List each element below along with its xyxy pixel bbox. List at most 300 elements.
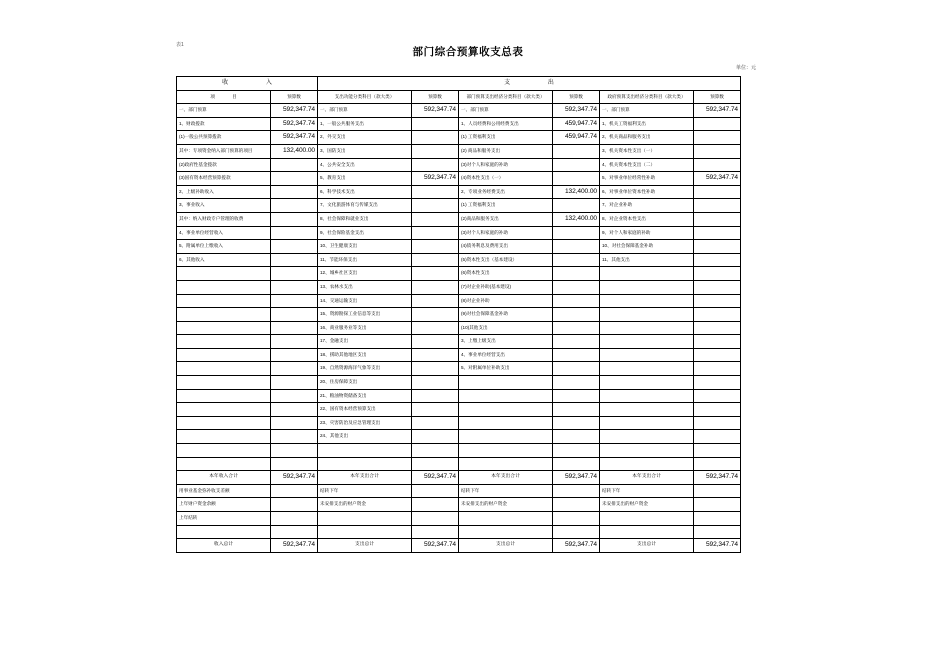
table-row bbox=[177, 444, 741, 458]
table-row bbox=[177, 267, 741, 281]
table-row bbox=[177, 158, 741, 172]
carryover-row bbox=[177, 525, 741, 539]
income-item-amount bbox=[271, 444, 318, 458]
income-total-label: 收入总计 bbox=[177, 539, 271, 553]
dept-econ-item-label: 一、部门预算 bbox=[459, 104, 553, 118]
dept-econ-item-label: 1、人员经费和公用经费支出 bbox=[459, 117, 553, 131]
dept-econ-item-amount: 132,400.00 bbox=[553, 212, 600, 226]
dept-econ-item-amount bbox=[553, 267, 600, 281]
income-item-label: 1、财政拨款 bbox=[177, 117, 271, 131]
carryover-income-amount bbox=[271, 512, 318, 526]
dept-econ-item-label: (7)对企业补助(基本建设) bbox=[459, 280, 553, 294]
func-item-label: 15、资源勘探工业信息等支出 bbox=[318, 308, 412, 322]
header-gov-econ-item: 政府预算支出经济分类科目（款大类） bbox=[600, 90, 694, 104]
dept-econ-item-label bbox=[459, 430, 553, 444]
table-row bbox=[177, 280, 741, 294]
func-item-label: 7、文化旅游体育与传媒支出 bbox=[318, 199, 412, 213]
income-item-label bbox=[177, 308, 271, 322]
gov-econ-item-label: 2、机关商品和服务支出 bbox=[600, 131, 694, 145]
table-row bbox=[177, 212, 741, 226]
table-row bbox=[177, 226, 741, 240]
gov-econ-item-label: 5、对事业单位经常性补助 bbox=[600, 172, 694, 186]
gov-econ-item-label bbox=[600, 430, 694, 444]
carryover-gov-amount bbox=[694, 484, 741, 498]
gov-econ-item-label bbox=[600, 403, 694, 417]
gov-econ-item-label bbox=[600, 444, 694, 458]
dept-econ-item-amount bbox=[553, 226, 600, 240]
carryover-func-label bbox=[318, 512, 412, 526]
carryover-gov-amount bbox=[694, 512, 741, 526]
func-item-amount bbox=[412, 131, 459, 145]
table-row bbox=[177, 308, 741, 322]
carryover-func-amount bbox=[412, 498, 459, 512]
dept-total-amount: 592,347.74 bbox=[553, 471, 600, 485]
gov-econ-item-label bbox=[600, 308, 694, 322]
income-item-label bbox=[177, 376, 271, 390]
carryover-income-label bbox=[177, 525, 271, 539]
gov-econ-item-amount bbox=[694, 376, 741, 390]
header-dept-econ-amount: 预算数 bbox=[553, 90, 600, 104]
func-item-label: 5、教育支出 bbox=[318, 172, 412, 186]
func-item-amount bbox=[412, 308, 459, 322]
dept-total-amount: 592,347.74 bbox=[553, 539, 600, 553]
gov-econ-item-amount bbox=[694, 348, 741, 362]
table-row bbox=[177, 430, 741, 444]
table-row bbox=[177, 117, 741, 131]
income-item-label bbox=[177, 280, 271, 294]
income-item-amount bbox=[271, 240, 318, 254]
func-total-label: 支出总计 bbox=[318, 539, 412, 553]
func-item-label: 1、一般公共服务支出 bbox=[318, 117, 412, 131]
dept-econ-item-amount bbox=[553, 457, 600, 471]
gov-econ-item-amount bbox=[694, 267, 741, 281]
income-item-amount bbox=[271, 212, 318, 226]
income-item-label bbox=[177, 348, 271, 362]
income-item-amount bbox=[271, 389, 318, 403]
gov-econ-item-amount bbox=[694, 294, 741, 308]
table-row bbox=[177, 389, 741, 403]
carryover-dept-amount bbox=[553, 512, 600, 526]
carryover-gov-label: 结转下年 bbox=[600, 484, 694, 498]
gov-econ-item-amount bbox=[694, 362, 741, 376]
dept-econ-item-label bbox=[459, 457, 553, 471]
header-func-amount: 预算数 bbox=[412, 90, 459, 104]
dept-econ-item-amount bbox=[553, 389, 600, 403]
func-item-label: 13、农林水支出 bbox=[318, 280, 412, 294]
dept-total-label: 本年支出合计 bbox=[459, 471, 553, 485]
gov-econ-item-label: 一、部门预算 bbox=[600, 104, 694, 118]
carryover-func-amount bbox=[412, 512, 459, 526]
dept-econ-item-amount bbox=[553, 348, 600, 362]
dept-econ-item-label bbox=[459, 403, 553, 417]
income-item-amount bbox=[271, 226, 318, 240]
gov-econ-item-amount bbox=[694, 253, 741, 267]
dept-econ-item-amount bbox=[553, 240, 600, 254]
income-item-label: 4、事业单位经营收入 bbox=[177, 226, 271, 240]
income-item-label: (1)一般公共预算拨款 bbox=[177, 131, 271, 145]
table-head bbox=[177, 77, 741, 104]
gov-econ-item-label bbox=[600, 389, 694, 403]
income-item-amount bbox=[271, 185, 318, 199]
dept-econ-item-label bbox=[459, 389, 553, 403]
income-item-amount bbox=[271, 457, 318, 471]
func-item-label: 24、其他支出 bbox=[318, 430, 412, 444]
carryover-dept-label: 结转下年 bbox=[459, 484, 553, 498]
table-body bbox=[177, 104, 741, 471]
dept-econ-item-label: (9)对社会保障基金补助 bbox=[459, 308, 553, 322]
table-carryover bbox=[177, 484, 741, 538]
func-item-label: 11、节能环保支出 bbox=[318, 253, 412, 267]
group-header-row bbox=[177, 77, 741, 91]
dept-econ-item-amount bbox=[553, 253, 600, 267]
func-item-amount bbox=[412, 444, 459, 458]
table-row bbox=[177, 348, 741, 362]
header-income-amount: 预算数 bbox=[271, 90, 318, 104]
carryover-row bbox=[177, 484, 741, 498]
table-subtotal bbox=[177, 471, 741, 485]
carryover-gov-label bbox=[600, 512, 694, 526]
table-row bbox=[177, 199, 741, 213]
income-item-amount bbox=[271, 321, 318, 335]
func-item-label: 12、城乡社区支出 bbox=[318, 267, 412, 281]
gov-econ-item-label bbox=[600, 321, 694, 335]
func-total-label: 本年支出合计 bbox=[318, 471, 412, 485]
gov-econ-item-amount: 592,347.74 bbox=[694, 104, 741, 118]
income-item-amount: 592,347.74 bbox=[271, 131, 318, 145]
gov-econ-item-amount bbox=[694, 144, 741, 158]
table-row bbox=[177, 144, 741, 158]
carryover-func-label bbox=[318, 525, 412, 539]
table-row bbox=[177, 335, 741, 349]
gov-econ-item-amount bbox=[694, 389, 741, 403]
income-item-amount bbox=[271, 403, 318, 417]
carryover-dept-amount bbox=[553, 484, 600, 498]
dept-econ-item-amount bbox=[553, 416, 600, 430]
dept-econ-item-label: 2、专项业务经费支出 bbox=[459, 185, 553, 199]
income-item-amount bbox=[271, 199, 318, 213]
func-item-amount: 592,347.74 bbox=[412, 172, 459, 186]
dept-econ-item-label: (4)资本性支出（一） bbox=[459, 172, 553, 186]
income-item-label bbox=[177, 321, 271, 335]
gov-econ-item-label bbox=[600, 335, 694, 349]
income-item-label bbox=[177, 389, 271, 403]
income-item-amount: 592,347.74 bbox=[271, 104, 318, 118]
carryover-func-amount bbox=[412, 525, 459, 539]
gov-econ-item-amount bbox=[694, 335, 741, 349]
dept-econ-item-label: (2) 商品和服务支出 bbox=[459, 144, 553, 158]
carryover-gov-label bbox=[600, 525, 694, 539]
grand-total-row bbox=[177, 539, 741, 553]
gov-total-label: 支出总计 bbox=[600, 539, 694, 553]
carryover-income-amount bbox=[271, 498, 318, 512]
carryover-dept-label: 未安排支出的财户资金 bbox=[459, 498, 553, 512]
func-item-amount: 592,347.74 bbox=[412, 104, 459, 118]
table-row bbox=[177, 376, 741, 390]
gov-econ-item-amount bbox=[694, 117, 741, 131]
func-item-amount bbox=[412, 280, 459, 294]
gov-econ-item-label bbox=[600, 362, 694, 376]
func-item-label: 21、粮油物资储备支出 bbox=[318, 389, 412, 403]
dept-econ-item-amount bbox=[553, 158, 600, 172]
func-item-label: 9、社会保险基金支出 bbox=[318, 226, 412, 240]
gov-econ-item-amount bbox=[694, 226, 741, 240]
table-row bbox=[177, 457, 741, 471]
gov-total-amount: 592,347.74 bbox=[694, 471, 741, 485]
dept-econ-item-amount: 592,347.74 bbox=[553, 104, 600, 118]
dept-econ-item-label: 5、对附属单位补助支出 bbox=[459, 362, 553, 376]
dept-econ-item-label: (4)债务利息及费用支出 bbox=[459, 240, 553, 254]
income-item-label: 3、事业收入 bbox=[177, 199, 271, 213]
group-header-income: 收 入 bbox=[177, 77, 318, 91]
func-item-label: 2、外交支出 bbox=[318, 131, 412, 145]
income-item-amount: 592,347.74 bbox=[271, 117, 318, 131]
func-item-label: 6、科学技术支出 bbox=[318, 185, 412, 199]
func-item-label: 一、部门预算 bbox=[318, 104, 412, 118]
income-item-label bbox=[177, 335, 271, 349]
carryover-func-label: 未安排支出的财户资金 bbox=[318, 498, 412, 512]
table-row bbox=[177, 131, 741, 145]
carryover-dept-label bbox=[459, 512, 553, 526]
carryover-dept-amount bbox=[553, 525, 600, 539]
table-row bbox=[177, 321, 741, 335]
func-item-amount bbox=[412, 253, 459, 267]
income-item-amount bbox=[271, 376, 318, 390]
income-item-amount bbox=[271, 308, 318, 322]
func-item-label: 19、自然资源海洋气象等支出 bbox=[318, 362, 412, 376]
func-item-amount bbox=[412, 430, 459, 444]
func-item-amount bbox=[412, 362, 459, 376]
income-item-label: 一、部门预算 bbox=[177, 104, 271, 118]
func-item-label: 18、援助其他地区支出 bbox=[318, 348, 412, 362]
income-item-amount bbox=[271, 158, 318, 172]
carryover-row bbox=[177, 498, 741, 512]
func-item-amount bbox=[412, 457, 459, 471]
table-row bbox=[177, 362, 741, 376]
gov-econ-item-label: 11、其他支出 bbox=[600, 253, 694, 267]
budget-table bbox=[176, 76, 741, 553]
sheet-tag: 表1 bbox=[176, 42, 184, 48]
gov-econ-item-label bbox=[600, 267, 694, 281]
func-item-amount bbox=[412, 199, 459, 213]
column-header-row bbox=[177, 90, 741, 104]
func-item-amount bbox=[412, 403, 459, 417]
func-item-amount bbox=[412, 335, 459, 349]
dept-econ-item-label: (3)对个人和家庭的补助 bbox=[459, 226, 553, 240]
gov-econ-item-amount bbox=[694, 430, 741, 444]
table-row bbox=[177, 294, 741, 308]
gov-econ-item-amount bbox=[694, 240, 741, 254]
carryover-income-amount bbox=[271, 484, 318, 498]
carryover-func-label: 结转下年 bbox=[318, 484, 412, 498]
gov-econ-item-label bbox=[600, 416, 694, 430]
dept-econ-item-label: (8)对企业补助 bbox=[459, 294, 553, 308]
dept-econ-item-label: (3)对个人和家庭的补助 bbox=[459, 158, 553, 172]
income-item-label: 5、附属单位上缴收入 bbox=[177, 240, 271, 254]
dept-econ-item-label: 4、事业单位经营支出 bbox=[459, 348, 553, 362]
income-item-amount bbox=[271, 280, 318, 294]
income-item-label bbox=[177, 362, 271, 376]
gov-econ-item-label: 1、机关工资福利支出 bbox=[600, 117, 694, 131]
func-total-amount: 592,347.74 bbox=[412, 539, 459, 553]
group-header-expenditure: 支 出 bbox=[318, 77, 741, 91]
func-item-amount bbox=[412, 321, 459, 335]
func-item-amount bbox=[412, 185, 459, 199]
gov-econ-item-label bbox=[600, 376, 694, 390]
income-item-amount bbox=[271, 172, 318, 186]
carryover-gov-amount bbox=[694, 525, 741, 539]
dept-econ-item-amount: 132,400.00 bbox=[553, 185, 600, 199]
income-item-label: 其中：专项资金纳入部门预算的项目 bbox=[177, 144, 271, 158]
header-income-item: 项 目 bbox=[177, 90, 271, 104]
gov-econ-item-label bbox=[600, 457, 694, 471]
income-item-amount bbox=[271, 335, 318, 349]
gov-econ-item-label: 3、机关资本性支出（一） bbox=[600, 144, 694, 158]
func-item-amount bbox=[412, 376, 459, 390]
dept-econ-item-label: (1) 工资福利支出 bbox=[459, 199, 553, 213]
header-dept-econ-item: 部门预算支出经济分类科目（款大类） bbox=[459, 90, 553, 104]
table-row bbox=[177, 185, 741, 199]
func-item-label: 16、商业服务业等支出 bbox=[318, 321, 412, 335]
dept-econ-item-amount bbox=[553, 280, 600, 294]
func-item-label: 8、社会保障和就业支出 bbox=[318, 212, 412, 226]
gov-econ-item-amount bbox=[694, 199, 741, 213]
dept-econ-item-amount bbox=[553, 172, 600, 186]
header-gov-econ-amount: 预算数 bbox=[694, 90, 741, 104]
gov-econ-item-amount bbox=[694, 185, 741, 199]
func-item-label: 10、卫生健康支出 bbox=[318, 240, 412, 254]
table-grand-total bbox=[177, 539, 741, 553]
dept-econ-item-amount: 459,947.74 bbox=[553, 131, 600, 145]
dept-econ-item-amount bbox=[553, 144, 600, 158]
subtotal-row bbox=[177, 471, 741, 485]
dept-econ-item-label: (1) 工资福利支出 bbox=[459, 131, 553, 145]
gov-econ-item-amount bbox=[694, 131, 741, 145]
income-item-label: (2)政府性基金拨款 bbox=[177, 158, 271, 172]
table-row bbox=[177, 240, 741, 254]
income-item-label bbox=[177, 444, 271, 458]
table-row bbox=[177, 416, 741, 430]
func-item-amount bbox=[412, 117, 459, 131]
func-item-amount bbox=[412, 389, 459, 403]
income-item-label bbox=[177, 267, 271, 281]
dept-econ-item-label bbox=[459, 376, 553, 390]
gov-total-amount: 592,347.74 bbox=[694, 539, 741, 553]
func-item-label: 20、住房保障支出 bbox=[318, 376, 412, 390]
table-row bbox=[177, 403, 741, 417]
income-item-label bbox=[177, 430, 271, 444]
income-total-amount: 592,347.74 bbox=[271, 539, 318, 553]
income-item-label: (3)国有资本经营预算拨款 bbox=[177, 172, 271, 186]
gov-econ-item-label bbox=[600, 294, 694, 308]
carryover-gov-label: 未安排支出的财户资金 bbox=[600, 498, 694, 512]
func-item-label bbox=[318, 444, 412, 458]
dept-econ-item-amount bbox=[553, 362, 600, 376]
header-func-item: 支出功能分类科目（款大类） bbox=[318, 90, 412, 104]
func-item-label bbox=[318, 457, 412, 471]
dept-econ-item-label bbox=[459, 416, 553, 430]
income-item-amount bbox=[271, 430, 318, 444]
func-item-label: 4、公共安全支出 bbox=[318, 158, 412, 172]
income-item-amount bbox=[271, 294, 318, 308]
gov-econ-item-label: 4、机关资本性支出（二） bbox=[600, 158, 694, 172]
carryover-dept-amount bbox=[553, 498, 600, 512]
gov-econ-item-amount bbox=[694, 321, 741, 335]
gov-econ-item-amount bbox=[694, 457, 741, 471]
func-item-amount bbox=[412, 416, 459, 430]
carryover-gov-amount bbox=[694, 498, 741, 512]
carryover-func-amount bbox=[412, 484, 459, 498]
func-item-amount bbox=[412, 226, 459, 240]
gov-econ-item-amount bbox=[694, 416, 741, 430]
dept-econ-item-amount bbox=[553, 199, 600, 213]
dept-econ-item-amount bbox=[553, 444, 600, 458]
income-item-label: 其中：纳入财政专户管理的收费 bbox=[177, 212, 271, 226]
gov-econ-item-label: 8、对企业资本性支出 bbox=[600, 212, 694, 226]
func-item-label: 14、交通运输支出 bbox=[318, 294, 412, 308]
income-item-label bbox=[177, 403, 271, 417]
dept-econ-item-amount bbox=[553, 294, 600, 308]
func-item-label: 23、灾害防治及应急管理支出 bbox=[318, 416, 412, 430]
gov-econ-item-amount bbox=[694, 403, 741, 417]
func-item-amount bbox=[412, 267, 459, 281]
carryover-income-amount bbox=[271, 525, 318, 539]
income-item-label: 6、其他收入 bbox=[177, 253, 271, 267]
gov-total-label: 本年支出合计 bbox=[600, 471, 694, 485]
gov-econ-item-amount bbox=[694, 280, 741, 294]
dept-econ-item-label: 3、上缴上级支出 bbox=[459, 335, 553, 349]
gov-econ-item-label bbox=[600, 348, 694, 362]
income-item-amount bbox=[271, 348, 318, 362]
dept-econ-item-amount bbox=[553, 335, 600, 349]
income-item-label bbox=[177, 416, 271, 430]
carryover-row bbox=[177, 512, 741, 526]
gov-econ-item-label: 6、对事业单位资本性补助 bbox=[600, 185, 694, 199]
table-row bbox=[177, 253, 741, 267]
dept-econ-item-amount bbox=[553, 403, 600, 417]
dept-econ-item-label: (6)资本性支出 bbox=[459, 267, 553, 281]
table-row bbox=[177, 172, 741, 186]
gov-econ-item-amount bbox=[694, 158, 741, 172]
page-title: 部门综合预算收支总表 bbox=[412, 46, 524, 58]
dept-econ-item-amount bbox=[553, 321, 600, 335]
income-total-amount: 592,347.74 bbox=[271, 471, 318, 485]
gov-econ-item-label: 10、对社会保障基金补助 bbox=[600, 240, 694, 254]
budget-table-wrap bbox=[176, 76, 741, 553]
gov-econ-item-amount bbox=[694, 212, 741, 226]
unit-note: 单位：元 bbox=[735, 65, 756, 71]
gov-econ-item-label: 7、对企业补助 bbox=[600, 199, 694, 213]
dept-econ-item-label: (2)商品和服务支出 bbox=[459, 212, 553, 226]
gov-econ-item-label: 9、对个人和家庭的补助 bbox=[600, 226, 694, 240]
func-item-amount bbox=[412, 294, 459, 308]
carryover-dept-label bbox=[459, 525, 553, 539]
income-item-amount bbox=[271, 416, 318, 430]
income-item-amount bbox=[271, 253, 318, 267]
func-item-label: 3、国防支出 bbox=[318, 144, 412, 158]
carryover-income-label: 上年财户资金余额 bbox=[177, 498, 271, 512]
dept-econ-item-amount bbox=[553, 430, 600, 444]
carryover-income-label: 上年结转 bbox=[177, 512, 271, 526]
table-row bbox=[177, 104, 741, 118]
income-total-label: 本年收入合计 bbox=[177, 471, 271, 485]
gov-econ-item-amount bbox=[694, 444, 741, 458]
func-item-amount bbox=[412, 240, 459, 254]
func-item-label: 22、国有资本经营预算支出 bbox=[318, 403, 412, 417]
gov-econ-item-label bbox=[600, 280, 694, 294]
func-item-amount bbox=[412, 212, 459, 226]
dept-econ-item-amount bbox=[553, 308, 600, 322]
dept-econ-item-amount: 459,947.74 bbox=[553, 117, 600, 131]
